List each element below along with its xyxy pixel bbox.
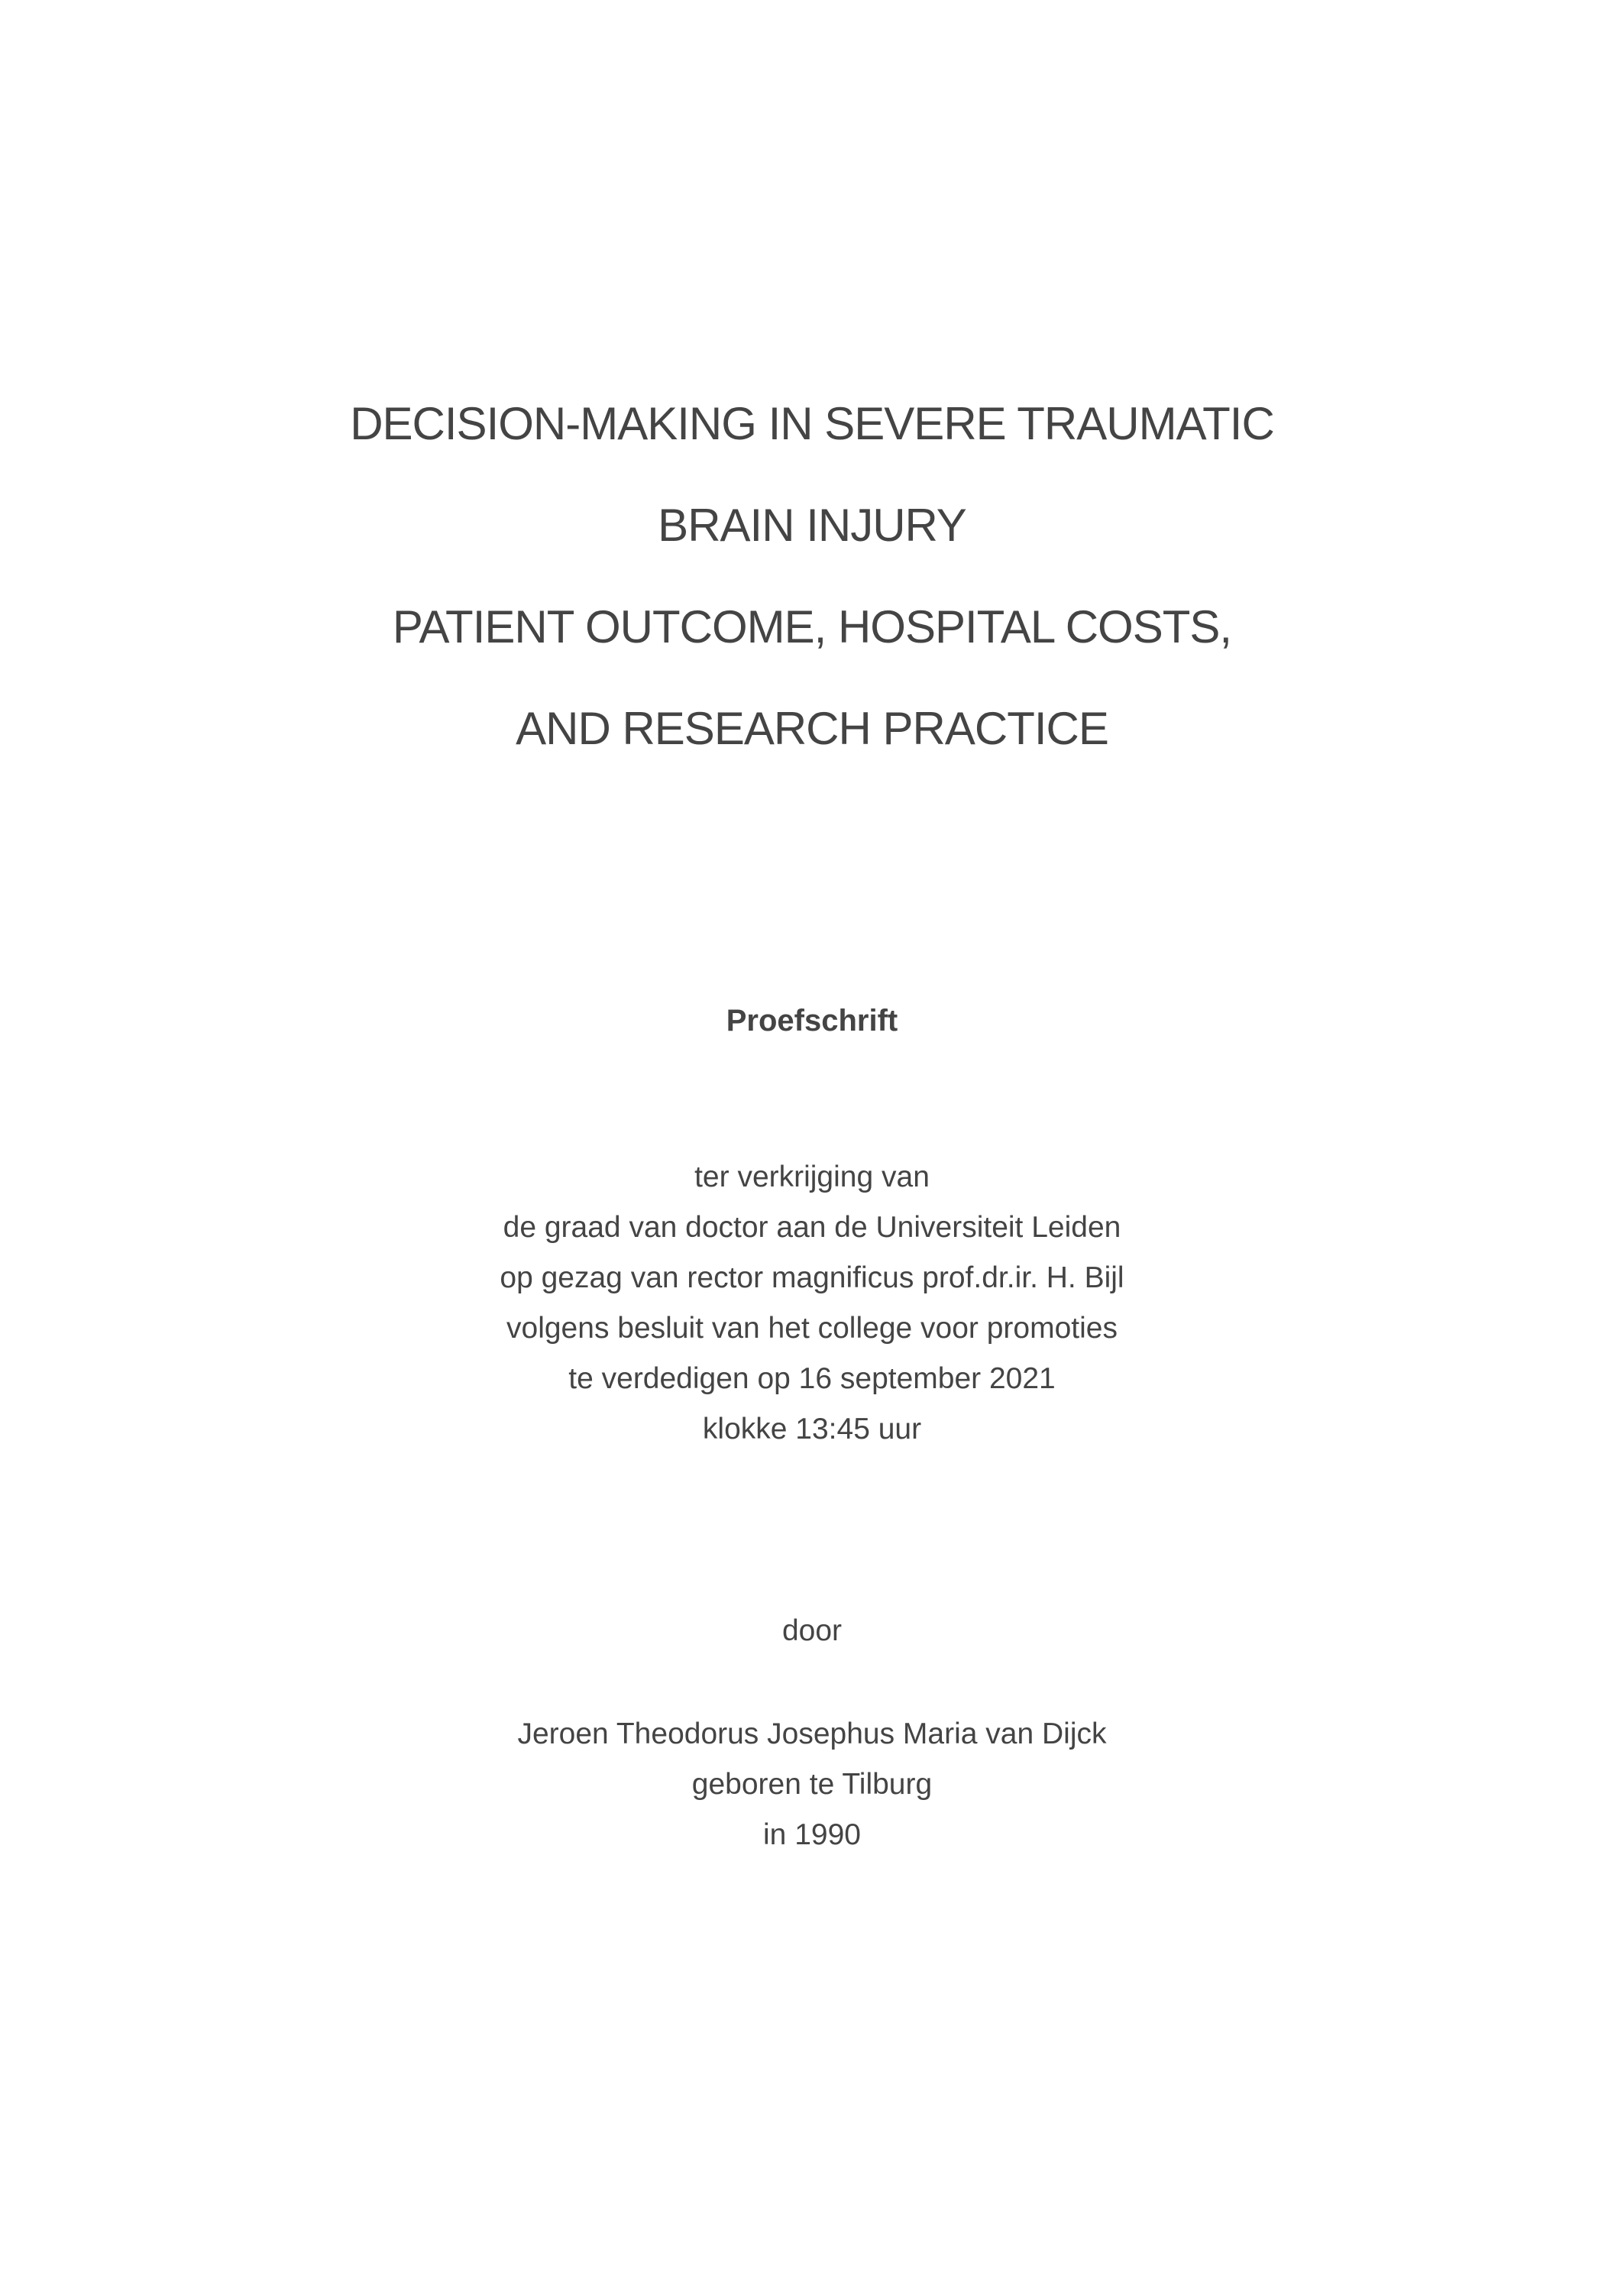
title-line-1: DECISION-MAKING IN SEVERE TRAUMATIC bbox=[350, 398, 1274, 449]
author-name: Jeroen Theodorus Josephus Maria van Dijck bbox=[517, 1717, 1107, 1750]
degree-line-4: volgens besluit van het college voor promoties bbox=[506, 1312, 1118, 1345]
door-label: door bbox=[781, 1614, 843, 1647]
degree-line-1: ter verkrijging van bbox=[694, 1161, 930, 1193]
degree-line-2: de graad van doctor aan de Universiteit Leiden bbox=[503, 1211, 1121, 1244]
defense-time-line: klokke 13:45 uur bbox=[702, 1413, 922, 1445]
author-birthyear: in 1990 bbox=[763, 1818, 861, 1851]
title-line-4: AND RESEARCH PRACTICE bbox=[516, 703, 1108, 754]
defense-date-line: te verdedigen op 16 september 2021 bbox=[568, 1362, 1056, 1395]
title-line-2: BRAIN INJURY bbox=[658, 500, 966, 551]
degree-line-3: op gezag van rector magnificus prof.dr.ir. H. Bijl bbox=[500, 1261, 1124, 1294]
author-info bbox=[0, 1709, 1624, 1860]
document-type-heading: Proefschrift bbox=[726, 1004, 898, 1038]
title-line-3: PATIENT OUTCOME, HOSPITAL COSTS, bbox=[392, 601, 1232, 652]
author-birthplace: geboren te Tilburg bbox=[691, 1768, 933, 1801]
degree-statement bbox=[0, 1152, 1624, 1455]
thesis-title bbox=[0, 373, 1624, 779]
